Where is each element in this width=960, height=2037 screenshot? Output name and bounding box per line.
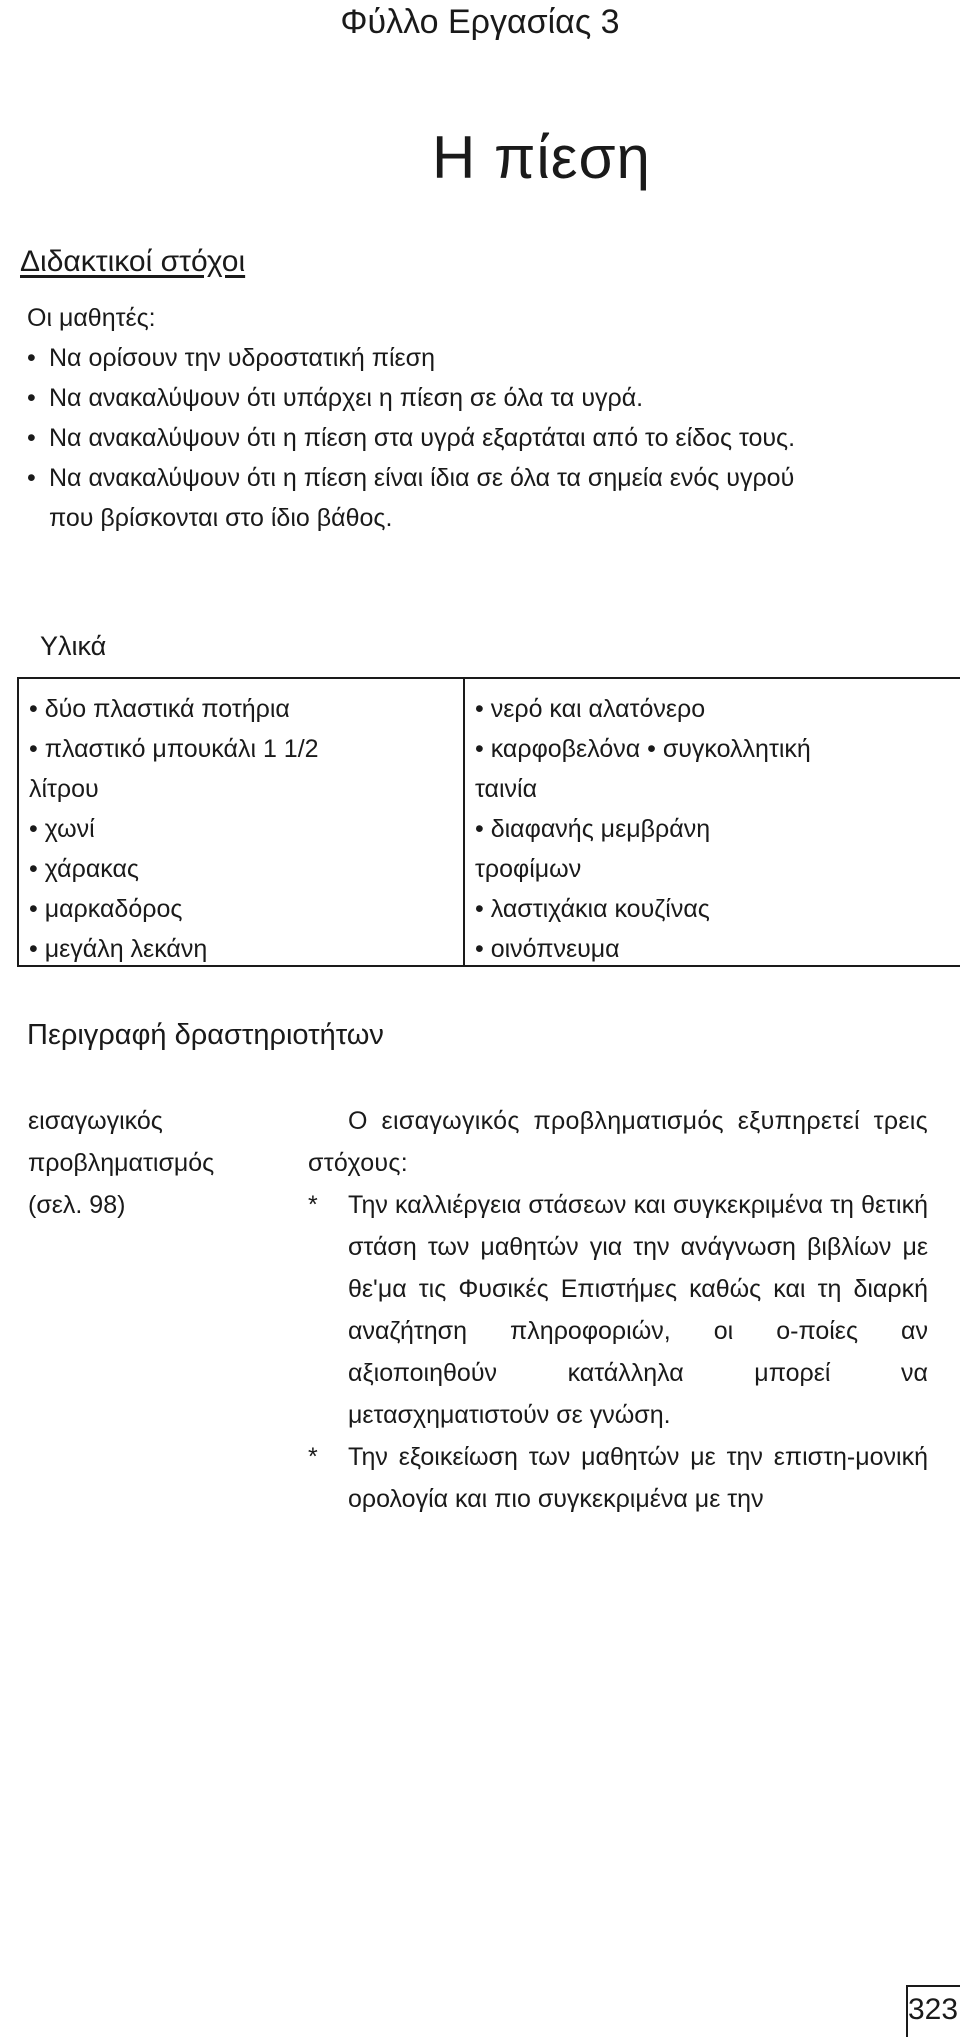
objective-item: • Να ορίσουν την υδροστατική πίεση <box>27 338 927 378</box>
students-label: Οι μαθητές: <box>27 304 156 332</box>
objective-item-continuation: που βρίσκονται στο ίδιο βάθος. <box>49 504 393 532</box>
material-line: • πλαστικό μπουκάλι 1 1/2 <box>29 735 319 763</box>
objective-item: • Να ανακαλύψουν ότι η πίεση στα υγρά εξαρτάται από το είδος τους. <box>27 418 927 458</box>
material-line: • δύο πλαστικά ποτήρια <box>29 695 290 723</box>
materials-right-column <box>465 677 960 967</box>
page-title: Η πίεση <box>432 124 651 191</box>
materials-heading: Υλικά <box>40 631 107 661</box>
material-line: ταινία <box>475 775 538 803</box>
page-number: 323 <box>908 1993 959 2026</box>
objectives-heading: Διδακτικοί στόχοι <box>20 245 246 278</box>
intro-label <box>28 1100 288 1226</box>
material-line: τροφίμων <box>475 855 582 883</box>
material-line: • χάρακας <box>29 855 139 883</box>
material-line: • μεγάλη λεκάνη <box>29 935 208 963</box>
materials-table <box>17 677 960 967</box>
intro-point-text: Την καλλιέργεια στάσεων και συγκεκριμένα τη θετική στάση των μαθητών για την ανάγνωση βιβλίων με θε'μα τις Φυσικές Επιστήμες καθώς και τη διαρκή αναζήτηση πληροφοριών, οι ο-ποίες αν αξιοποιηθούν κατάλληλα μπορεί να μετασχηματιστούν σε γνώση. <box>348 1191 928 1429</box>
materials-left-column <box>17 677 465 967</box>
objectives-list <box>27 338 927 538</box>
worksheet-header: Φύλλο Εργασίας 3 <box>340 3 620 41</box>
material-line: • καρφοβελόνα • συγκολλητική <box>475 735 811 763</box>
asterisk-bullet: * <box>308 1443 318 1471</box>
intro-text <box>308 1100 928 1520</box>
intro-label-page-ref: (σελ. 98) <box>28 1191 126 1219</box>
asterisk-bullet: * <box>308 1191 318 1219</box>
material-line: • διαφανής μεμβράνη <box>475 815 711 843</box>
page-number-frame-top <box>906 1985 960 1987</box>
intro-point <box>308 1184 928 1436</box>
material-line: λίτρου <box>29 775 99 803</box>
intro-point-text: Την εξοικείωση των μαθητών με την επιστη-μονική ορολογία και πιο συγκεκριμένα με την <box>348 1443 928 1513</box>
material-line: • χωνί <box>29 815 95 843</box>
material-line: • νερό και αλατόνερο <box>475 695 706 723</box>
intro-label-line: προβληματισμός <box>28 1149 215 1177</box>
material-line: • μαρκαδόρος <box>29 895 183 923</box>
objective-item: • Να ανακαλύψουν ότι η πίεση είναι ίδια σε όλα τα σημεία ενός υγρού που βρίσκονται στο ίδιο βάθος. <box>27 458 927 538</box>
intro-label-line: εισαγωγικός <box>28 1107 163 1135</box>
material-line: • οινόπνευμα <box>475 935 620 963</box>
intro-point <box>308 1436 928 1520</box>
intro-paragraph: Ο εισαγωγικός προβληματισμός εξυπηρετεί τρεις στόχους: <box>308 1107 928 1177</box>
objective-item: • Να ανακαλύψουν ότι υπάρχει η πίεση σε όλα τα υγρά. <box>27 378 927 418</box>
activities-heading: Περιγραφή δραστηριοτήτων <box>27 1019 384 1051</box>
material-line: • λαστιχάκια κουζίνας <box>475 895 710 923</box>
